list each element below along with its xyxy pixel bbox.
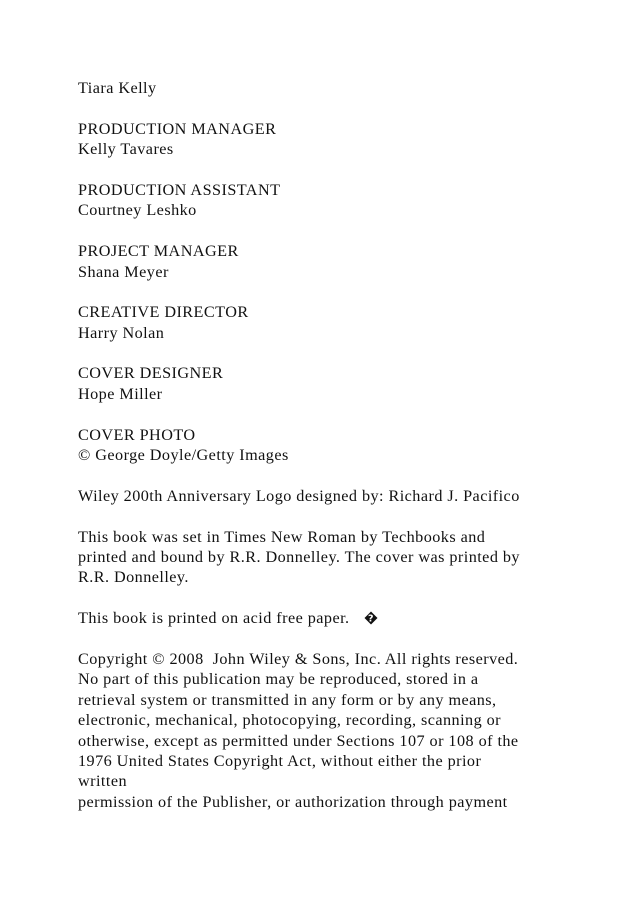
paragraph-line: Copyright © 2008 John Wiley & Sons, Inc. All rights reserved. xyxy=(78,649,519,668)
credit-name: Courtney Leshko xyxy=(78,201,197,220)
credit-name: Shana Meyer xyxy=(78,262,169,281)
copyright-paragraph xyxy=(78,649,618,812)
spacer xyxy=(78,282,618,302)
credit-role: PROJECT MANAGER xyxy=(78,242,239,261)
spacer xyxy=(78,506,618,526)
credit-cover-designer xyxy=(78,363,618,404)
credit-production-assistant xyxy=(78,180,618,221)
svg-text:?: ? xyxy=(367,613,374,625)
credit-name-tiara: Tiara Kelly xyxy=(78,79,157,97)
credit-role: COVER DESIGNER xyxy=(78,364,224,383)
credit-name: © George Doyle/Getty Images xyxy=(78,446,289,465)
paragraph-line: R.R. Donnelley. xyxy=(78,568,189,587)
copyright-page xyxy=(78,78,618,812)
spacer xyxy=(78,160,618,180)
credit-project-manager xyxy=(78,241,618,282)
spacer xyxy=(78,588,618,608)
paper-note: This book is printed on acid free paper. xyxy=(78,609,350,628)
credit-production-manager xyxy=(78,119,618,160)
credit-role: PRODUCTION ASSISTANT xyxy=(78,180,281,199)
spacer xyxy=(78,343,618,363)
replacement-character-icon xyxy=(364,611,378,625)
credit-name: Hope Miller xyxy=(78,384,163,403)
paragraph-line: otherwise, except as permitted under Sections 107 or 108 of the xyxy=(78,731,519,750)
paragraph-line: No part of this publication may be reproduced, stored in a xyxy=(78,670,479,689)
credit-name: Kelly Tavares xyxy=(78,140,174,159)
paragraph-line: permission of the Publisher, or authorization through payment xyxy=(78,792,508,811)
paragraph-line: written xyxy=(78,772,128,791)
credit-role: PRODUCTION MANAGER xyxy=(78,119,277,138)
spacer xyxy=(78,465,618,485)
paragraph-line: This book was set in Times New Roman by Techbooks and xyxy=(78,527,486,546)
credit-cover-photo xyxy=(78,425,618,466)
credit-role: CREATIVE DIRECTOR xyxy=(78,303,249,322)
credit-role: COVER PHOTO xyxy=(78,425,196,444)
credit-creative-director xyxy=(78,302,618,343)
logo-credit: Wiley 200th Anniversary Logo designed by: Richard J. Pacifico xyxy=(78,486,520,505)
spacer xyxy=(78,98,618,118)
spacer xyxy=(78,221,618,241)
paragraph-line: electronic, mechanical, photocopying, recording, scanning or xyxy=(78,711,502,730)
paper-note-line xyxy=(78,608,618,628)
spacer xyxy=(78,404,618,424)
spacer xyxy=(78,629,618,649)
paragraph-line: 1976 United States Copyright Act, without either the prior xyxy=(78,751,482,770)
paragraph-line: printed and bound by R.R. Donnelley. The cover was printed by xyxy=(78,547,520,566)
typesetting-paragraph xyxy=(78,527,618,588)
paragraph-line: retrieval system or transmitted in any form or by any means, xyxy=(78,690,497,709)
credit-name: Harry Nolan xyxy=(78,323,165,342)
